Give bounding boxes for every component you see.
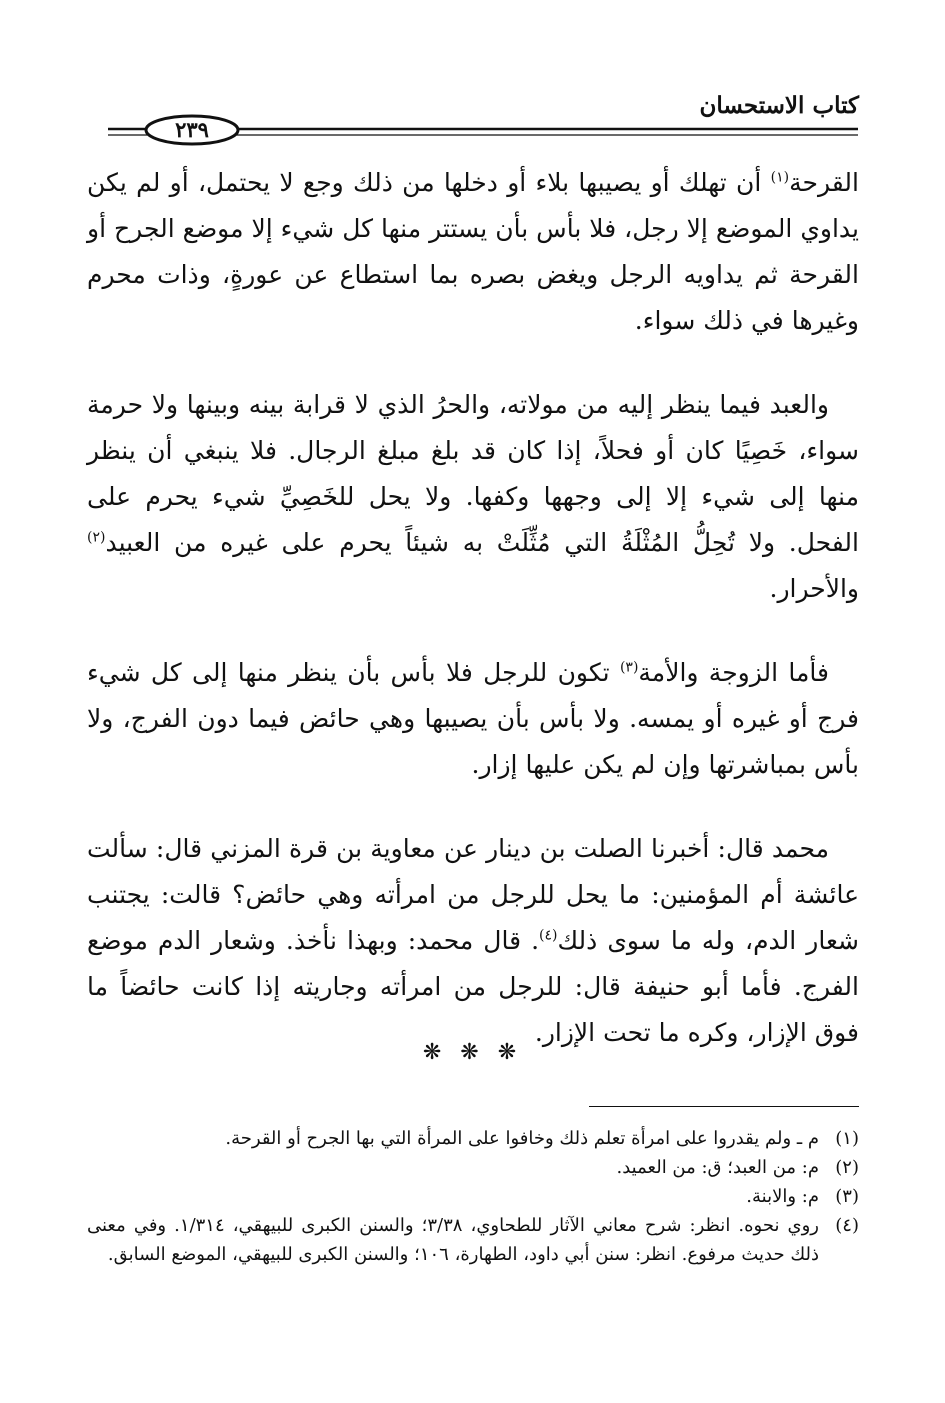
text-segment: تكون للرجل فلا بأس بأن ينظر منها إلى كل شيء فرج أو غيره أو يمسه. ولا بأس بأن يصيبها وهي حائض فيما دون الفرج، ولا بأس بمباشرتها وإن لم يكن عليها إزار.: [87, 658, 859, 779]
text-segment: محمد قال: أخبرنا الصلت بن دينار عن معاوية بن قرة المزني قال: سألت عائشة أم المؤمنين: ما يحل للرجل من امرأته وهي حائض؟ قالت: يجتنب شعار الدم، وله ما سوى ذلك: [87, 834, 859, 955]
text-segment: فأما الزوجة والأمة: [638, 658, 829, 687]
footnote-ref: (١): [770, 169, 790, 186]
paragraph: [87, 650, 859, 788]
paragraph: [87, 826, 859, 1056]
footnote-number: (١): [835, 1128, 859, 1149]
main-text: [87, 160, 859, 1056]
paragraph-gap: [87, 344, 859, 382]
page-number: ٢٣٩: [175, 117, 209, 142]
text-segment: والعبد فيما ينظر إليه من مولاته، والحرُ الذي لا قرابة بينه وبينها ولا حرمة سواء، خَصِيًا كان أو فحلاً، إذا كان قد بلغ مبلغ الرجال. فلا ينبغي أن ينظر منها إلى شيء إلا إلى وجهها وكفها. ولا يحل للخَصِيِّ شيء يحرم على الفحل. ولا تُحِلُّ المُثْلَةُ التي مُثِّلَتْ به شيئاً يحرم على غيره من العبيد: [87, 390, 859, 557]
footnote-ref: (٢): [87, 529, 106, 546]
paragraph-gap: [87, 612, 859, 650]
text-segment: أن تهلك أو يصيبها بلاء أو دخلها من ذلك وجع لا يحتمل، أو لم يكن يداوي الموضع إلا رجل، فلا بأس بأن يستتر منها كل شيء إلا موضع الجرح أو القرحة ثم يداويه الرجل ويغض بصره بما استطاع عن عورةٍ، وذات محرم وغيرها في ذلك سواء.: [87, 168, 859, 335]
running-head: كتاب الاستحسان: [699, 92, 859, 119]
footnote: [87, 1211, 859, 1269]
footnote-text: م ـ ولم يقدروا على امرأة تعلم ذلك وخافوا على المرأة التي بها الجرح أو القرحة.: [225, 1128, 819, 1149]
footnote-ref: (٣): [619, 659, 639, 676]
text-segment: . قال محمد: وبهذا نأخذ. وشعار الدم موضع الفرج. فأما أبو حنيفة قال: للرجل من امرأته وجاريته إذا كانت حائضاً ما فوق الإزار، وكره ما تحت الإزار.: [87, 926, 859, 1047]
footnote-number: (٢): [835, 1157, 859, 1178]
text-segment: والأحرار.: [769, 574, 859, 603]
footnote: [87, 1124, 859, 1153]
paragraph: [87, 382, 859, 612]
section-separator: ❋ ❋ ❋: [422, 1040, 523, 1065]
footnote-text: روي نحوه. انظر: شرح معاني الآثار للطحاوي، ٣/٣٨؛ والسنن الكبرى للبيهقي، ١/٣١٤. وفي معنى ذلك حديث مرفوع. انظر: سنن أبي داود، الطهارة، ١٠٦؛ والسنن الكبرى للبيهقي، الموضع السابق.: [87, 1215, 819, 1265]
footnote-text: م: من العبد؛ ق: من العميد.: [616, 1157, 819, 1178]
paragraph-gap: [87, 788, 859, 826]
footnote-number: (٤): [835, 1215, 859, 1236]
footnote-ref: (٤): [539, 927, 558, 944]
paragraph: [87, 160, 859, 344]
footnote: [87, 1182, 859, 1211]
footnote-text: م: والابنة.: [746, 1186, 819, 1207]
footnote: [87, 1153, 859, 1182]
footnote-rule: [589, 1106, 859, 1107]
text-segment: القرحة: [789, 168, 859, 197]
footnotes: [87, 1124, 859, 1269]
footnote-number: (٣): [835, 1186, 859, 1207]
